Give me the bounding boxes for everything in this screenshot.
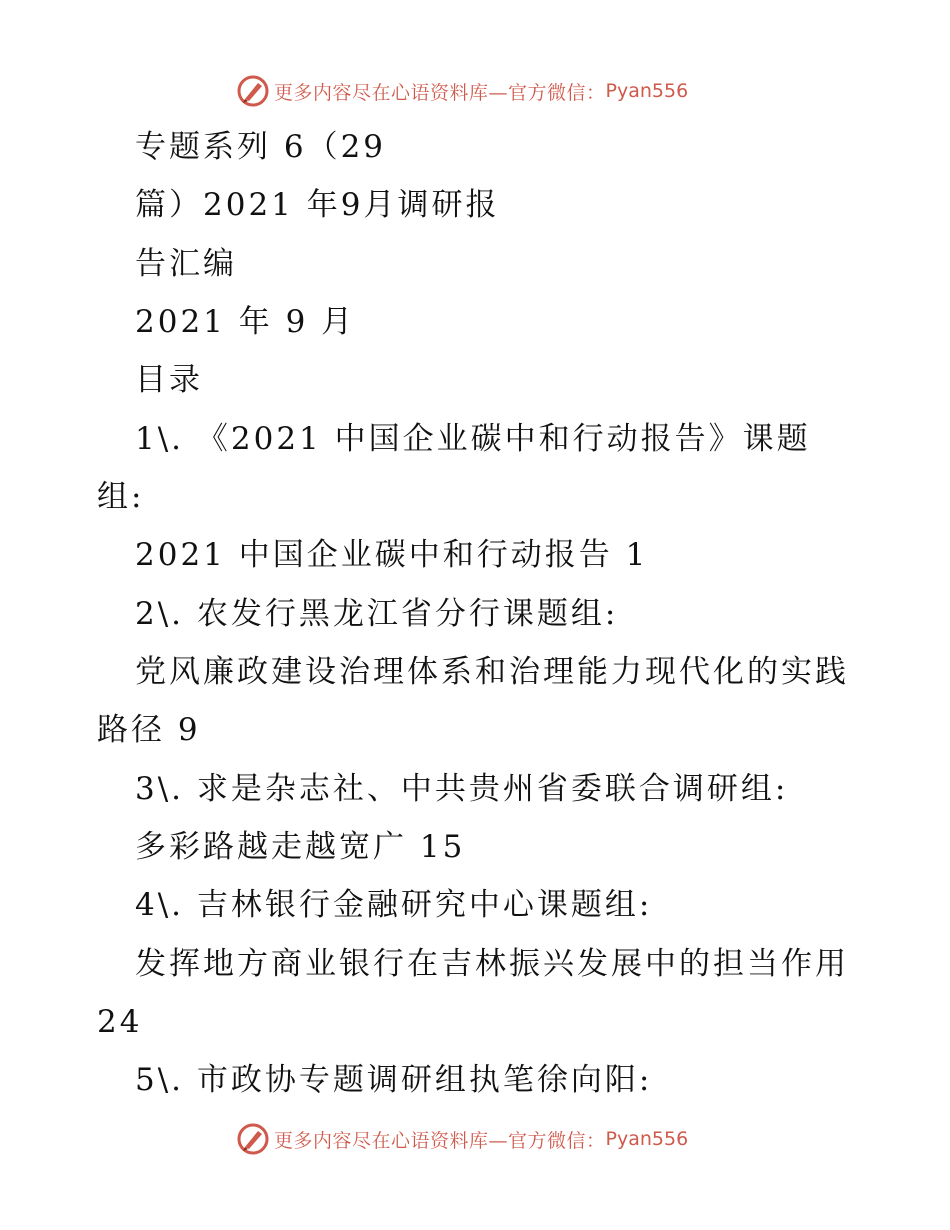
pen-logo-icon — [236, 1122, 270, 1156]
toc-entry-1-author: 1\. 《2021 中国企业碳中和行动报告》课题 — [135, 421, 811, 457]
toc-entry-4-author: 4\. 吉林银行金融研究中心课题组: — [135, 887, 653, 923]
title-line-3: 告汇编 — [135, 246, 237, 282]
date-line: 2021 年 9 月 — [135, 304, 356, 340]
toc-entry-4-title-cont: 24 — [97, 1004, 143, 1040]
toc-entry-1-title: 2021 中国企业碳中和行动报告 1 — [135, 537, 649, 573]
toc-entry-1-author-cont: 组: — [97, 479, 145, 515]
toc-entry-2-title: 党风廉政建设治理体系和治理能力现代化的实践 — [135, 654, 849, 690]
watermark-contact: Pyan556 — [605, 80, 689, 102]
pen-logo-icon — [236, 74, 270, 108]
toc-entry-5-author: 5\. 市政协专题调研组执笔徐向阳: — [135, 1062, 653, 1098]
header-watermark — [236, 73, 688, 109]
footer-watermark — [236, 1121, 688, 1157]
toc-entry-4-title: 发挥地方商业银行在吉林振兴发展中的担当作用 — [135, 946, 849, 982]
watermark-contact: Pyan556 — [605, 1128, 689, 1150]
title-line-2: 篇）2021 年9月调研报 — [135, 187, 500, 223]
toc-entry-2-title-cont: 路径 9 — [97, 712, 201, 748]
title-line-1: 专题系列 6（29 — [135, 129, 387, 165]
toc-entry-3-author: 3\. 求是杂志社、中共贵州省委联合调研组: — [135, 771, 789, 807]
toc-entry-2-author: 2\. 农发行黑龙江省分行课题组: — [135, 596, 619, 632]
watermark-text: 更多内容尽在心语资料库—官方微信： — [274, 81, 606, 104]
watermark-text: 更多内容尽在心语资料库—官方微信： — [274, 1129, 606, 1152]
toc-entry-3-title: 多彩路越走越宽广 15 — [135, 829, 466, 865]
toc-heading: 目录 — [135, 362, 203, 398]
